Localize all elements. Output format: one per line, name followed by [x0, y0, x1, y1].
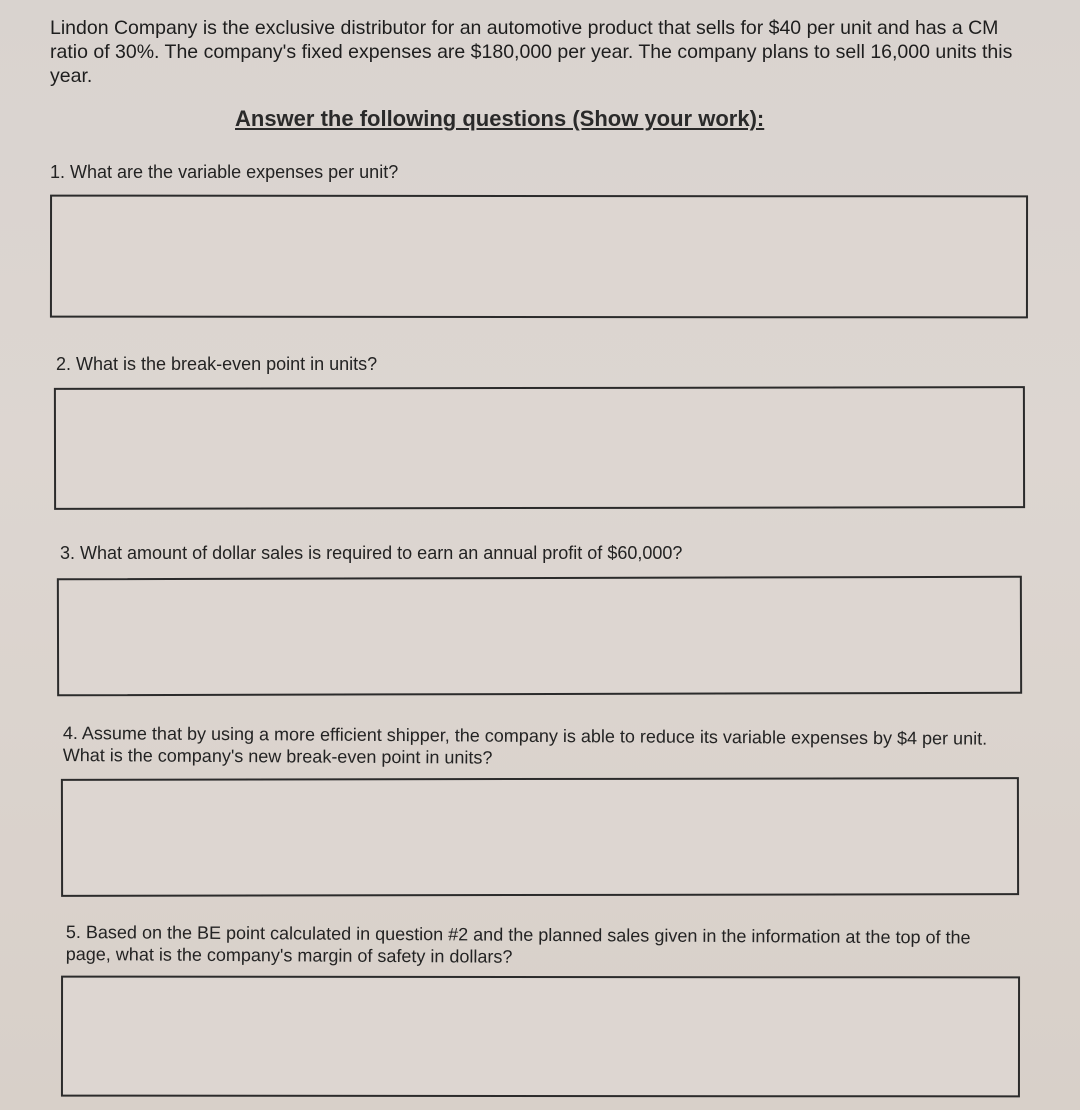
answer-box-3[interactable] — [57, 576, 1022, 697]
question-1: 1. What are the variable expenses per unit? — [50, 162, 399, 182]
answer-box-1[interactable] — [50, 195, 1028, 319]
instructions-heading: Answer the following questions (Show your work): — [235, 106, 765, 131]
answer-box-2[interactable] — [54, 386, 1025, 510]
question-5: 5. Based on the BE point calculated in question #2 and the planned sales given in the information at the top of the page, what is the company's margin of safety in dollars? — [65, 922, 971, 967]
problem-statement: Lindon Company is the exclusive distributor for an automotive product that sells for $40 per unit and has a CM ratio of 30%. The company's fixed expenses are $180,000 per year. The company plans to sell 16,000 units this year. — [50, 17, 1013, 87]
question-2: 2. What is the break-even point in units? — [56, 354, 378, 374]
answer-box-5[interactable] — [61, 976, 1020, 1098]
question-3: 3. What amount of dollar sales is required to earn an annual profit of $60,000? — [60, 543, 683, 563]
question-4: 4. Assume that by using a more efficient shipper, the company is able to reduce its variable expenses by $4 per unit. What is the company's new break-even point in units? — [62, 723, 988, 768]
answer-box-4[interactable] — [61, 777, 1019, 897]
